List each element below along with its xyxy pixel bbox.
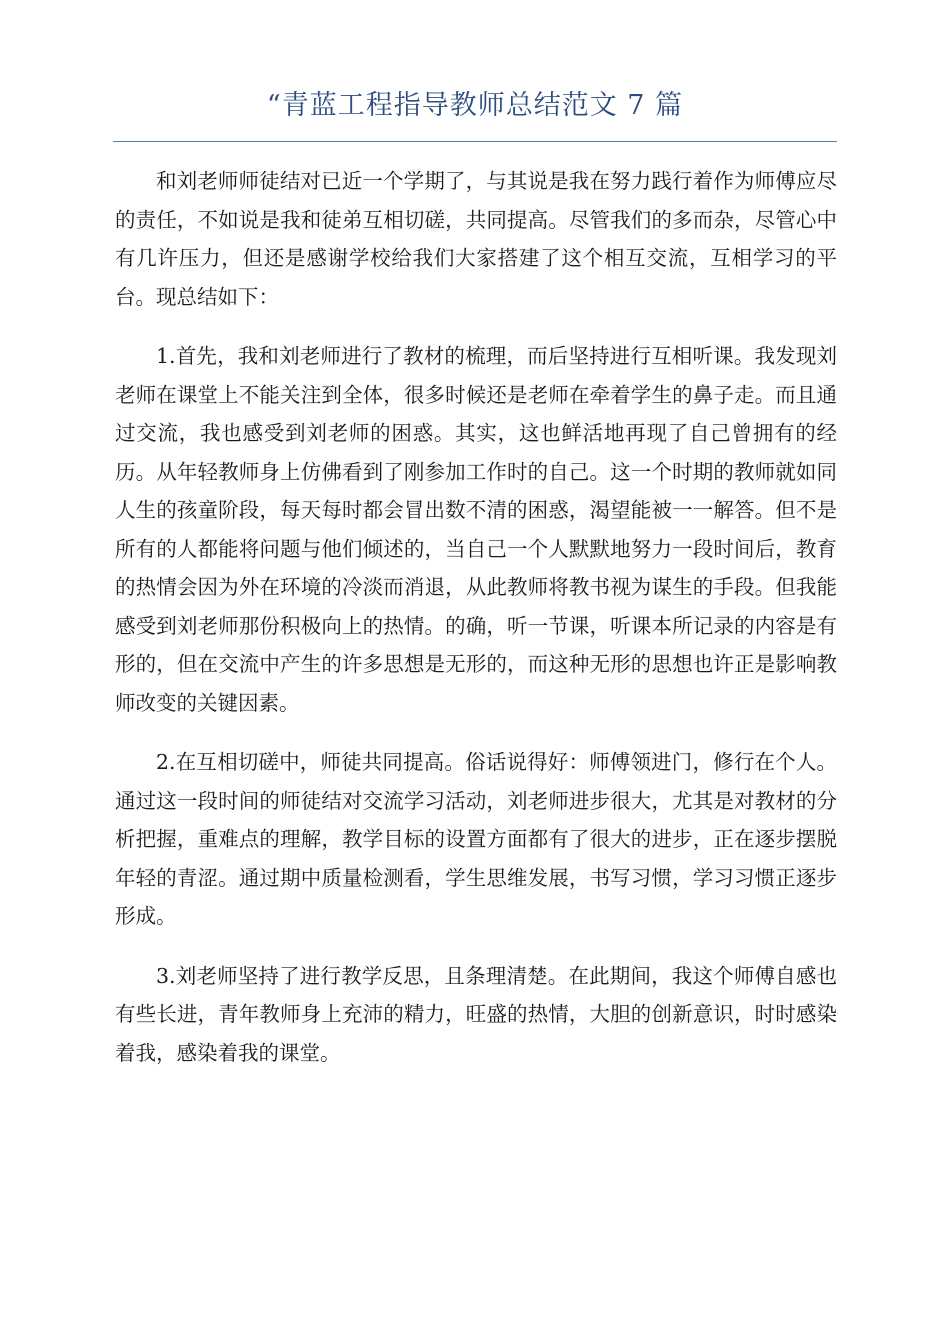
title-divider [113, 141, 837, 142]
paragraph-point-3: 3.刘老师坚持了进行教学反思，且条理清楚。在此期间，我这个师傅自感也有些长进，青年教师身上充沛的精力，旺盛的热情，大胆的创新意识，时时感染着我，感染着我的课堂。 [115, 963, 837, 1065]
paragraph-intro: 和刘老师师徒结对已近一个学期了，与其说是我在努力践行着作为师傅应尽的责任，不如说是我和徒弟互相切磋，共同提高。尽管我们的多而杂，尽管心中有几许压力，但还是感谢学校给我们大家搭建了这个相互交流，互相学习的平台。现总结如下： [115, 169, 837, 309]
paragraph-point-2: 2.在互相切磋中，师徒共同提高。俗话说得好：师傅领进门，修行在个人。通过这一段时间的师徒结对交流学习活动，刘老师进步很大，尤其是对教材的分析把握，重难点的理解，教学目标的设置方面都有了很大的进步，正在逐步摆脱年轻的青涩。通过期中质量检测看，学生思维发展，书写习惯，学习习惯正逐步形成。 [115, 750, 837, 928]
paragraph-point-1: 1.首先，我和刘老师进行了教材的梳理，而后坚持进行互相听课。我发现刘老师在课堂上不能关注到全体，很多时候还是老师在牵着学生的鼻子走。而且通过交流，我也感受到刘老师的困惑。其实，这也鲜活地再现了自己曾拥有的经历。从年轻教师身上仿佛看到了刚参加工作时的自己。这一个时期的教师就如同人生的孩童阶段，每天每时都会冒出数不清的困惑，渴望能被一一解答。但不是所有的人都能将问题与他们倾述的，当自己一个人默默地努力一段时间后，教育的热情会因为外在环境的冷淡而消退，从此教师将教书视为谋生的手段。但我能感受到刘老师那份积极向上的热情。的确，听一节课，听课本所记录的内容是有形的，但在交流中产生的许多思想是无形的，而这种无形的思想也许正是影响教师改变的关键因素。 [115, 344, 837, 715]
document-title: “青蓝工程指导教师总结范文 7 篇 [266, 90, 684, 121]
document-body [115, 162, 837, 1093]
